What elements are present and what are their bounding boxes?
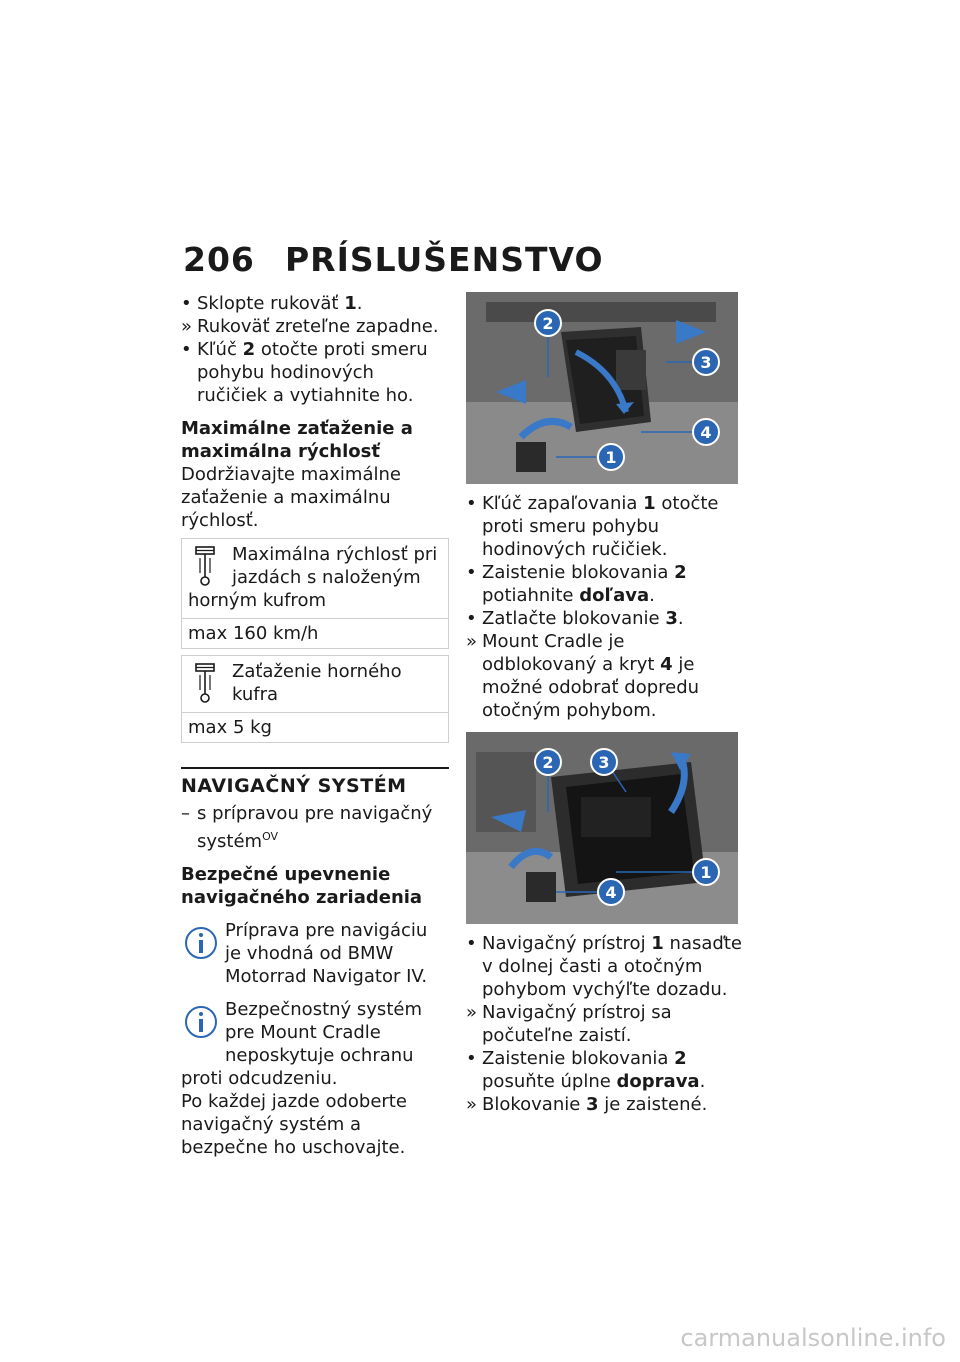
svg-text:4: 4	[700, 423, 712, 442]
photo-device-install	[466, 732, 738, 924]
step-tail: je možné odobrať dopredu otočným pohybom.	[482, 654, 700, 721]
step-number: 4	[660, 654, 673, 675]
step-text: Sklopte rukoväť	[197, 293, 345, 314]
svg-text:1: 1	[605, 448, 617, 467]
step-text: Zatlačte blokovanie	[482, 608, 666, 629]
option-line	[181, 802, 449, 853]
spec-value: max 160 km/h	[182, 618, 448, 648]
secure-mount-heading: Bezpečné upevnenie navigačného zariadenia	[181, 864, 423, 908]
callout-badge	[693, 349, 719, 375]
max-load-heading: Maximálne zaťaženie a maximálna rýchlosť	[181, 418, 413, 462]
photo-device-install-illustration	[466, 732, 738, 924]
spec-label: Maximálna rýchlosť pri jazdách s naloženým horným kufrom	[188, 544, 438, 611]
list-item	[466, 1093, 742, 1116]
step-number: 1	[651, 933, 664, 954]
spec-box-speed	[181, 538, 449, 649]
section-title: NAVIGAČNÝ SYSTÉM	[181, 775, 407, 797]
bullet-marker: •	[466, 562, 477, 583]
svg-text:2: 2	[542, 314, 554, 333]
callout-badge	[535, 310, 561, 336]
step-text: Navigačný prístroj	[482, 933, 652, 954]
info-icon	[181, 1000, 221, 1050]
spec-head	[182, 656, 448, 712]
bullet-marker: •	[466, 933, 477, 954]
list-item	[466, 1047, 742, 1093]
step-tail: potiahnite	[482, 585, 580, 606]
step-number: 2	[242, 339, 256, 360]
step-tail: .	[356, 293, 363, 314]
step-direction: doľava	[579, 585, 650, 606]
step-number: 3	[586, 1094, 599, 1115]
step-tail: je zaistené.	[598, 1094, 708, 1115]
step-text: Zaistenie blokovania	[482, 1048, 675, 1069]
svg-text:4: 4	[605, 883, 617, 902]
footer-watermark: carmanualsonline.info	[680, 1324, 946, 1352]
callout-badge	[598, 444, 624, 470]
page-number: 206	[183, 240, 255, 279]
step-tail: otočte proti smeru pohybu hodinových ručičiek a vytiahnite ho.	[197, 339, 428, 406]
note-text: Príprava pre navigáciu je vhodná od BMW Motorrad Navigator IV.	[225, 920, 428, 987]
step-end: .	[699, 1071, 706, 1092]
callout-badge	[591, 749, 617, 775]
svg-text:1: 1	[700, 863, 712, 882]
closing-paragraph: Po každej jazde odoberte navigačný systém a bezpečne ho uschovajte.	[181, 1091, 407, 1158]
list-item	[181, 292, 449, 315]
info-icon	[181, 921, 221, 971]
list-item	[181, 315, 449, 338]
list-item	[466, 1001, 742, 1047]
right-column	[466, 292, 742, 1116]
step-tail: otočte proti smeru pohybu hodinových ručičiek.	[482, 493, 719, 560]
bullet-marker: •	[466, 1048, 477, 1069]
list-item	[466, 630, 742, 722]
dash-marker: –	[181, 803, 190, 824]
photo-cover-removal-illustration	[466, 292, 738, 484]
callout-badge	[693, 419, 719, 445]
result-marker: »	[181, 316, 193, 337]
step-text: Rukoväť zreteľne zapadne.	[197, 316, 439, 337]
result-marker: »	[466, 1094, 478, 1115]
topcase-weight-icon	[188, 660, 228, 706]
step-direction: doprava	[616, 1071, 700, 1092]
step-number: 1	[643, 493, 656, 514]
step-end: .	[649, 585, 655, 606]
note-text: Bezpečnostný systém pre Mount Cradle neposkytuje ochranu proti odcudzeniu.	[181, 999, 422, 1089]
max-load-paragraph: Dodržiavajte maximálne zaťaženie a maximálnu rýchlosť.	[181, 464, 401, 531]
step-tail: posuňte úplne	[482, 1071, 617, 1092]
step-text: Zaistenie blokovania	[482, 562, 675, 583]
list-item	[466, 932, 742, 1001]
bullet-marker: •	[466, 493, 477, 514]
step-tail: .	[677, 608, 684, 629]
note-navigator	[181, 919, 449, 988]
step-text: Blokovanie	[482, 1094, 587, 1115]
callout-badge	[535, 749, 561, 775]
step-text: Mount Cradle je odblokovaný a kryt	[482, 631, 661, 675]
photo-cover-removal	[466, 292, 738, 484]
spec-box-load	[181, 655, 449, 743]
result-marker: »	[466, 1002, 478, 1023]
list-item	[181, 338, 449, 407]
spec-value: max 5 kg	[182, 712, 448, 742]
step-text: Kľúč	[197, 339, 243, 360]
step-number: 3	[665, 608, 678, 629]
option-code: OV	[262, 830, 279, 843]
list-item	[466, 607, 742, 630]
step-number: 2	[674, 1048, 687, 1069]
result-marker: »	[466, 631, 478, 652]
list-item	[466, 492, 742, 561]
left-column	[181, 292, 449, 1159]
bullet-marker: •	[181, 339, 192, 360]
callout-badge	[598, 879, 624, 905]
svg-text:2: 2	[542, 753, 554, 772]
step-text: Kľúč zapaľovania	[482, 493, 644, 514]
svg-text:3: 3	[598, 753, 610, 772]
step-tail: nasaďte v dolnej časti a otočným pohybom vychýľte dozadu.	[482, 933, 742, 1000]
step-number: 1	[344, 293, 357, 314]
note-security	[181, 998, 449, 1090]
option-text: s prípravou pre navigačný systém	[197, 803, 433, 852]
spec-head	[182, 539, 448, 618]
svg-text:3: 3	[700, 353, 712, 372]
section-divider	[181, 767, 449, 769]
chapter-title: PRÍSLUŠENSTVO	[285, 240, 604, 279]
callout-badge	[693, 859, 719, 885]
step-text: Navigačný prístroj sa počuteľne zaistí.	[482, 1002, 672, 1046]
topcase-weight-icon	[188, 543, 228, 589]
list-item	[466, 561, 742, 607]
step-number: 2	[674, 562, 687, 583]
spec-label: Zaťaženie horného kufra	[232, 661, 402, 705]
bullet-marker: •	[466, 608, 477, 629]
bullet-marker: •	[181, 293, 192, 314]
